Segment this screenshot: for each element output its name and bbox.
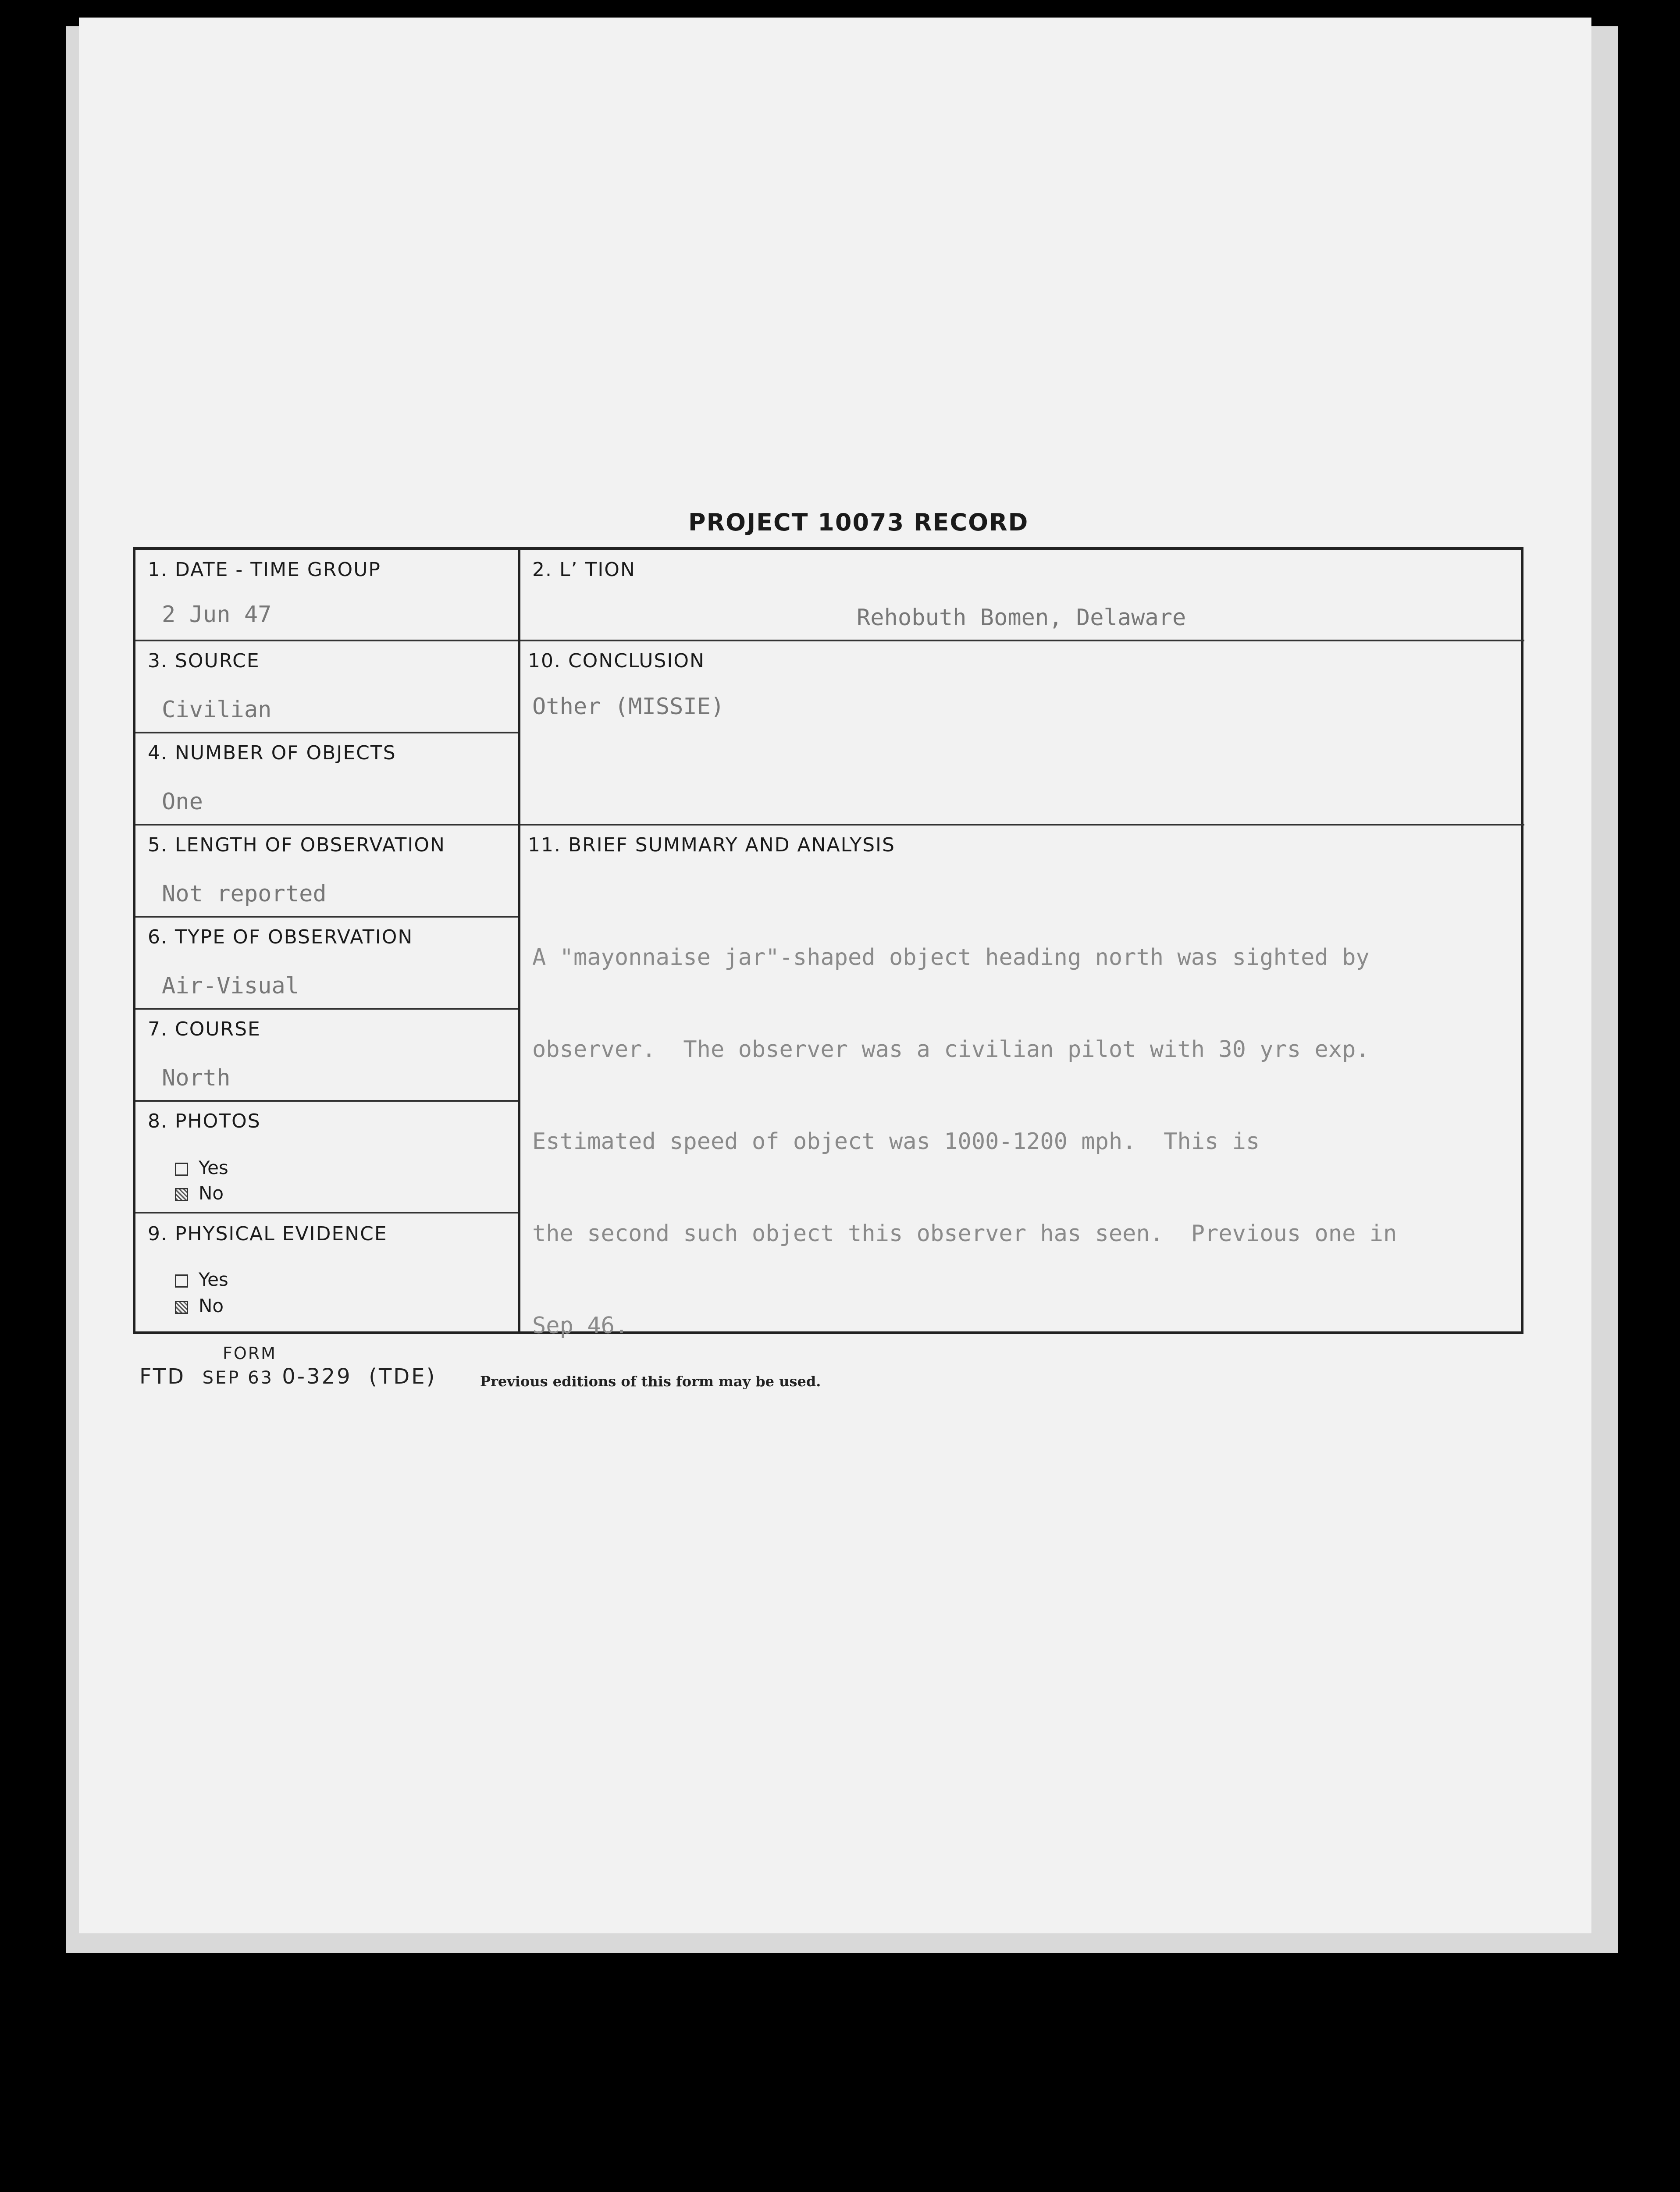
column-divider: [518, 550, 520, 1331]
summary-line: Estimated speed of object was 1000-1200 mph. This is: [532, 1128, 1260, 1155]
number-of-objects-label: 4. NUMBER OF OBJECTS: [148, 742, 396, 764]
checkbox-icon: [175, 1274, 188, 1288]
summary-line: the second such object this observer has seen. Previous one in: [532, 1221, 1397, 1247]
footer-form-id: [139, 1364, 436, 1389]
course-label: 7. COURSE: [148, 1018, 261, 1040]
row-divider: [135, 732, 518, 733]
summary-line: Sep 46.: [532, 1313, 629, 1339]
row-divider: [135, 1212, 518, 1213]
physical-evidence-label: 9. PHYSICAL EVIDENCE: [148, 1223, 388, 1245]
source-value: Civilian: [162, 697, 272, 723]
row-divider: [135, 640, 518, 641]
physical-evidence-yes-label: Yes: [199, 1269, 228, 1290]
photos-yes-label: Yes: [199, 1157, 228, 1178]
form-title: PROJECT 10073 RECORD: [688, 509, 1029, 536]
row-divider: [135, 1100, 518, 1102]
physical-evidence-no-label: No: [199, 1295, 224, 1317]
location-value: Rehobuth Bomen, Delaware: [857, 605, 1186, 631]
summary-line: observer. The observer was a civilian pilot with 30 yrs exp.: [532, 1036, 1370, 1063]
row-divider: [135, 824, 518, 826]
number-of-objects-value: One: [162, 789, 203, 815]
conclusion-value: Other (MISSIE): [532, 694, 725, 720]
date-time-label: 1. DATE - TIME GROUP: [148, 559, 381, 581]
footer-tde: (TDE): [369, 1364, 437, 1389]
footer-form-word: FORM: [223, 1344, 277, 1363]
photos-label: 8. PHOTOS: [148, 1110, 261, 1132]
checkbox-icon: [175, 1163, 188, 1176]
footer-sep: SEP 63: [202, 1368, 274, 1388]
location-label: 2. L’ TION: [532, 559, 636, 581]
source-label: 3. SOURCE: [148, 650, 260, 672]
length-of-observation-value: Not reported: [162, 881, 327, 907]
footer-ftd: FTD: [139, 1364, 186, 1389]
row-divider: [520, 640, 1524, 641]
length-of-observation-label: 5. LENGTH OF OBSERVATION: [148, 834, 445, 856]
photos-no-label: No: [199, 1182, 224, 1204]
row-divider: [135, 916, 518, 918]
date-time-value: 2 Jun 47: [162, 601, 272, 628]
course-value: North: [162, 1065, 231, 1091]
record-form: [133, 547, 1523, 1339]
checked-checkbox-icon: [175, 1301, 188, 1314]
physical-evidence-no-option: [175, 1295, 224, 1317]
footer-note: Previous editions of this form may be used.: [480, 1373, 821, 1390]
type-of-observation-label: 6. TYPE OF OBSERVATION: [148, 926, 413, 948]
summary-text: [532, 881, 1514, 1402]
summary-label: 11. BRIEF SUMMARY AND ANALYSIS: [528, 834, 895, 856]
photos-yes-option: [175, 1157, 228, 1178]
physical-evidence-yes-option: [175, 1269, 228, 1290]
row-divider: [520, 824, 1524, 826]
conclusion-label: 10. CONCLUSION: [528, 650, 705, 672]
row-divider: [135, 1008, 518, 1010]
photos-no-option: [175, 1182, 224, 1204]
checked-checkbox-icon: [175, 1188, 188, 1201]
type-of-observation-value: Air-Visual: [162, 973, 299, 999]
summary-line: A "mayonnaise jar"-shaped object heading north was sighted by: [532, 944, 1370, 971]
footer-form-number: 0-329: [282, 1364, 352, 1389]
